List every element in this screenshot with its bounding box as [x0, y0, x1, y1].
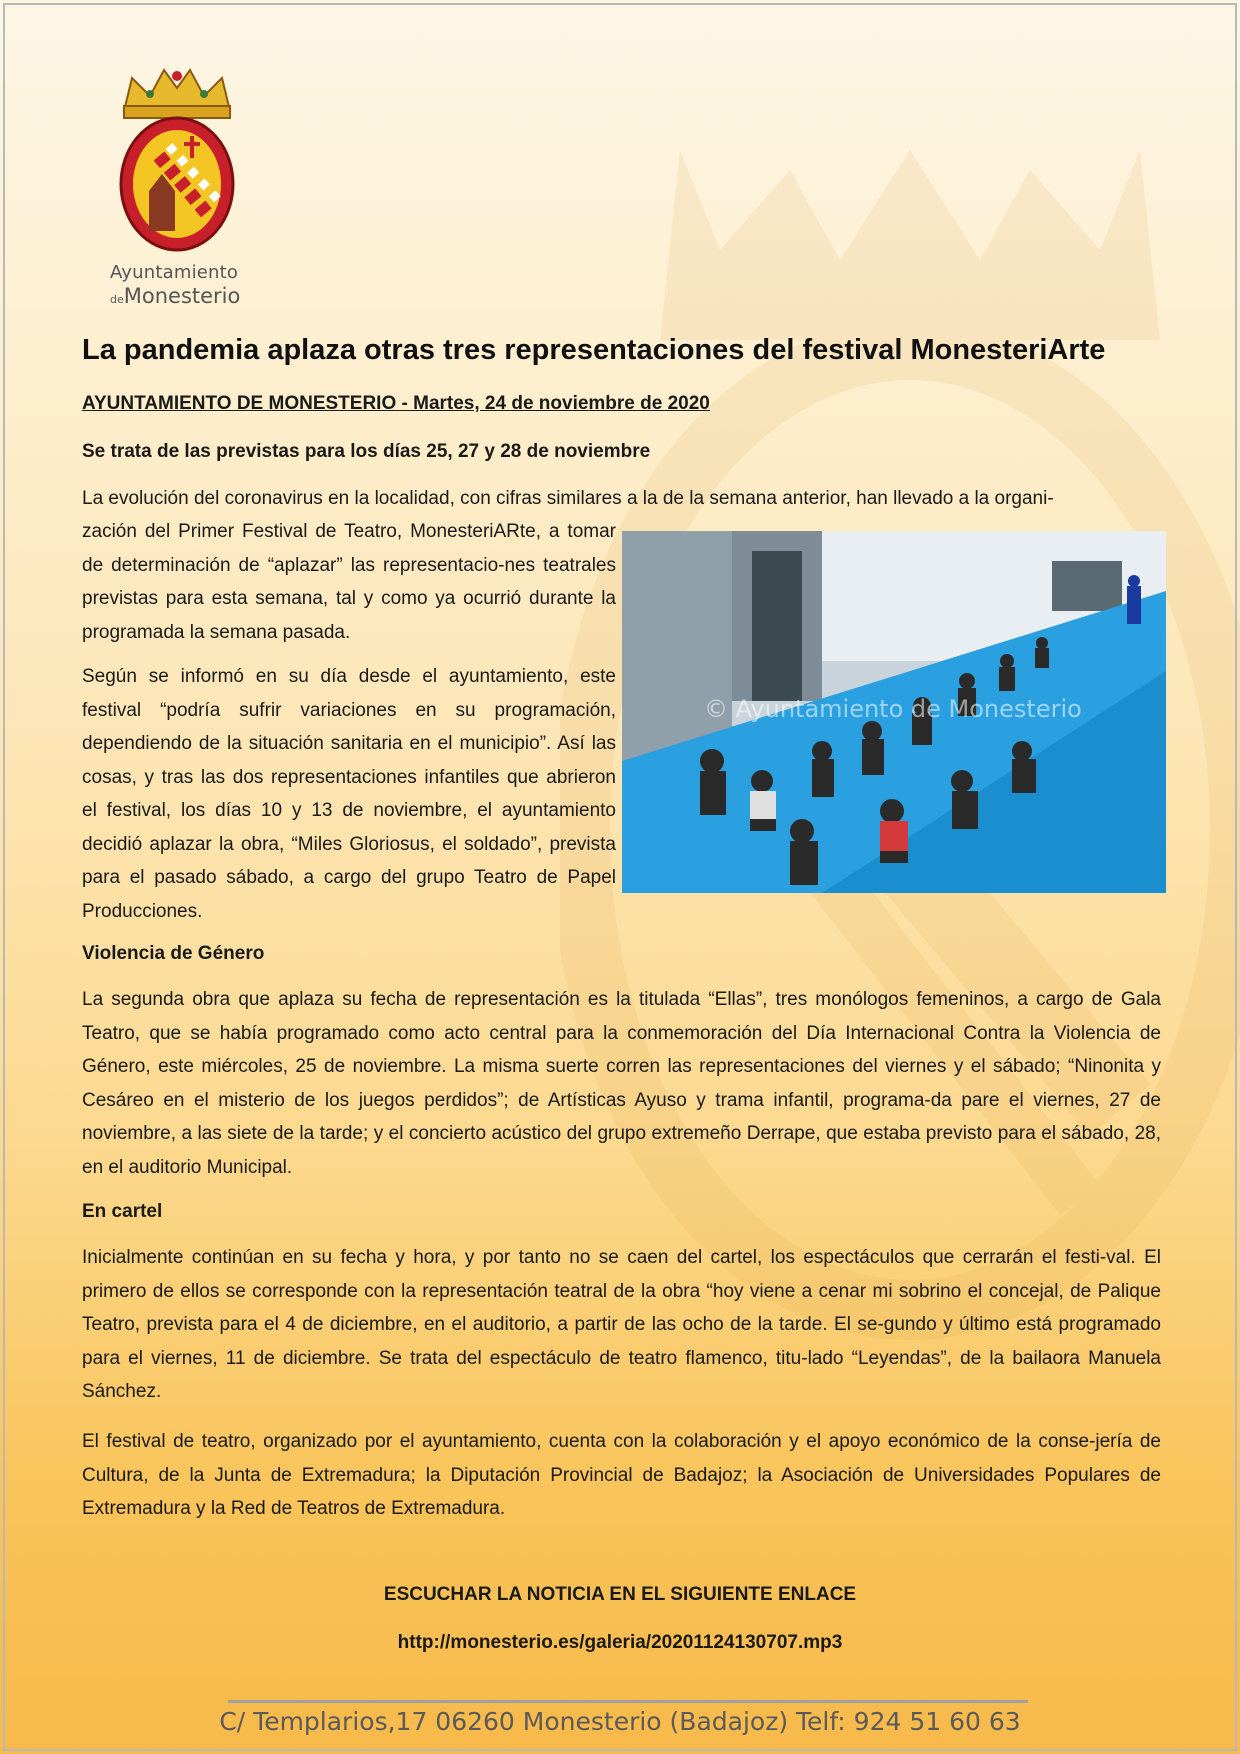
listen-label: ESCUCHAR LA NOTICIA EN EL SIGUIENTE ENLACE — [383, 1584, 857, 1605]
logo-prefix: de — [110, 293, 124, 306]
municipal-logo — [106, 66, 248, 306]
logo-line-2 — [110, 284, 240, 308]
logo-line-1: Ayuntamiento — [110, 262, 239, 283]
paragraph-2: Según se informó en su día desde el ayuntamiento, este festival “podría sufrir variaciones en su programación, dependiendo de la situación sanitaria en el municipio”. Así las cosas, y tras las dos representaciones infantiles que abrieron el festival, los días 10 y 13 de noviembre, el ayuntamiento decidió aplazar la obra, “Miles Gloriosus, el soldado”, prevista para el pasado sábado, a cargo del grupo Teatro de Papel Producciones. — [82, 666, 616, 922]
photo-watermark: © Ayuntamiento de Monesterio — [704, 695, 1082, 723]
article-subtitle: Se trata de las previstas para los días 25, 27 y 28 de noviembre — [82, 441, 651, 462]
heading-en-cartel: En cartel — [82, 1201, 163, 1222]
intro-paragraph: zación del Primer Festival de Teatro, MonesteriARte, a tomar de determinación de “aplazar” las representacio-nes teatrales previstas para esta semana, tal y como ya ocurrió durante la programada la semana pasada. — [82, 521, 616, 643]
paragraph-3: La segunda obra que aplaza su fecha de representación es la titulada “Ellas”, tres monólogos femeninos, a cargo de Gala Teatro, que se había programado como acto central para la conmemoración del Día Internacional Contra la Violencia de Género, este miércoles, 25 de noviembre. La misma suerte corren las representaciones del viernes y el sábado; “Ninonita y Cesáreo en el misterio de los juegos perdidos”; de Artísticas Ayuso y trama infantil, programa-da pare el viernes, 27 de noviembre, a las siete de la tarde; y el concierto acústico del grupo extremeño Derrape, que estaba previsto para el sábado, 28, en el auditorio Municipal. — [82, 989, 1161, 1178]
article-byline: AYUNTAMIENTO DE MONESTERIO - Martes, 24 de noviembre de 2020 — [82, 393, 710, 414]
paragraph-4: Inicialmente continúan en su fecha y hora, y por tanto no se caen del cartel, los espectáculos que cerrarán el festi-val. El primero de ellos se corresponde con la representación teatral de la obra “hoy viene a cenar mi sobrino el concejal, de Palique Teatro, prevista para el 4 de diciembre, en el auditorio, a partir de las ocho de la tarde. El se-gundo y último está programado para el viernes, 11 de diciembre. Se trata del espectáculo de teatro flamenco, titu-lado “Leyendas”, de la bailaora Manuela Sánchez. — [82, 1247, 1161, 1402]
intro-first-line: La evolución del coronavirus en la localidad, con cifras similares a la de la semana anterior, han llevado a la organi- — [82, 488, 1054, 509]
logo-town: Monesterio — [123, 284, 241, 308]
article-photo — [622, 531, 1166, 893]
heading-violencia: Violencia de Género — [82, 943, 265, 964]
footer-address: C/ Templarios,17 06260 Monesterio (Badajoz) Telf: 924 51 60 63 — [219, 1707, 1021, 1736]
footer-divider — [228, 1700, 1028, 1703]
coat-of-arms-icon — [114, 66, 240, 256]
audio-link[interactable]: http://monesterio.es/galeria/20201124130707.mp3 — [397, 1632, 843, 1653]
article-title: La pandemia aplaza otras tres representaciones del festival MonesteriArte — [82, 334, 1106, 366]
paragraph-5: El festival de teatro, organizado por el ayuntamiento, cuenta con la colaboración y el apoyo económico de la conse-jería de Cultura, de la Junta de Extremadura; la Diputación Provincial de Badajoz; la Asociación de Universidades Populares de Extremadura y la Red de Teatros de Extremadura. — [82, 1431, 1161, 1519]
